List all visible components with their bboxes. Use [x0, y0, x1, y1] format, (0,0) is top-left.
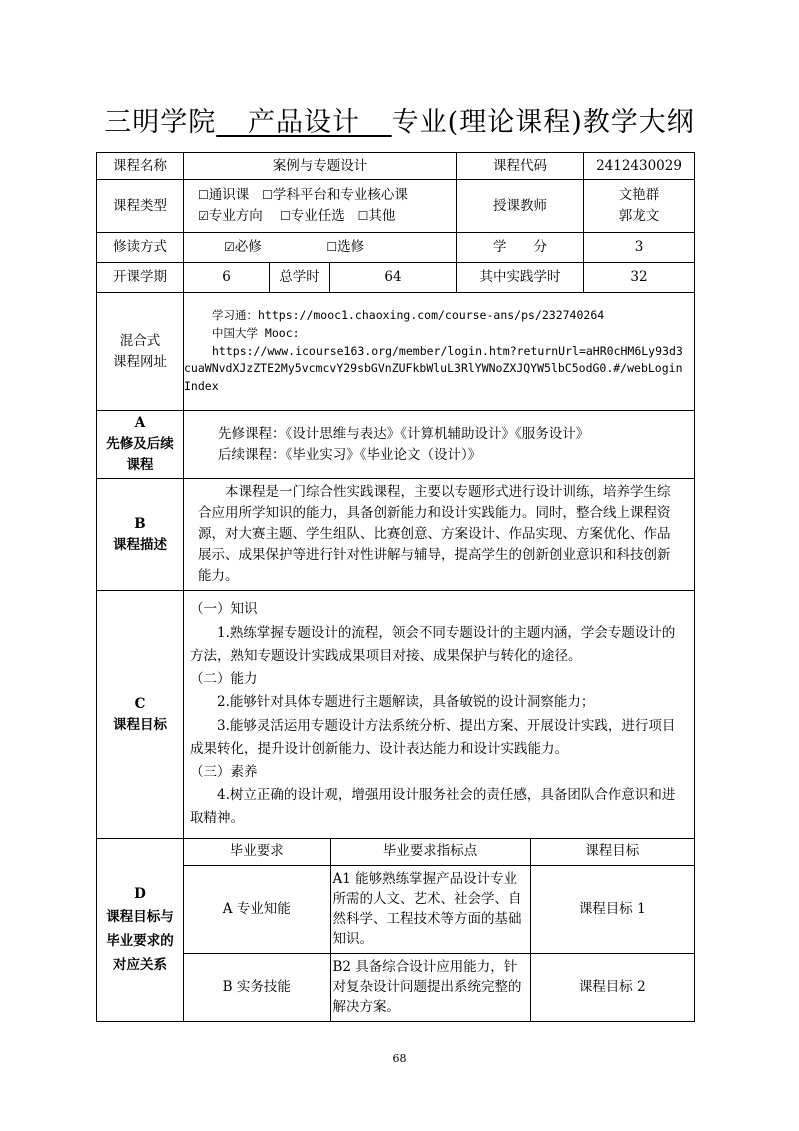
mapping-header-row [184, 839, 694, 865]
option-elective: ☐专业任选 [279, 208, 345, 224]
indicator-cell: B2 具备综合设计应用能力，针对复杂设计问题提出系统完整的解决方案。 [330, 953, 530, 1021]
semester-value: 6 [184, 263, 270, 293]
course-code-value: 2412430029 [584, 153, 695, 180]
url-content [184, 293, 695, 411]
header-requirement: 毕业要求 [184, 839, 330, 865]
requirement-cell: A 专业知能 [184, 865, 330, 953]
url-label: 混合式 课程网址 [97, 293, 184, 411]
header-indicator: 毕业要求指标点 [330, 839, 530, 865]
title-major: 产品设计 [247, 107, 360, 138]
knowledge-heading: （一）知识 [190, 601, 258, 618]
goal-1: 1.熟练掌握专题设计的流程，领会不同专题设计的主题内涵，学会专题设计的方法，熟知专题设计实践成果项目对接、成果保护与转化的途径。 [190, 624, 676, 664]
credit-label: 学 分 [457, 233, 584, 263]
table-row [184, 865, 694, 953]
goal-cell: 课程目标 2 [530, 953, 694, 1021]
syllabus-table [96, 152, 695, 1022]
icourse-url-1[interactable]: https://www.icourse163.org/member/login.htm?returnUrl=aHR0cHM6Ly93d3 [212, 343, 683, 358]
checkbox-icon: ☐ [279, 209, 291, 223]
section-b-label: B 课程描述 [97, 479, 184, 591]
option-general: ☐通识课 [198, 187, 250, 204]
section-c-label: C 课程目标 [97, 591, 184, 839]
table-row [184, 953, 694, 1021]
chaoxing-url[interactable]: 学习通：https://mooc1.chaoxing.com/course-ans/ps/232740264 [212, 307, 605, 322]
study-mode-options [184, 233, 457, 263]
course-name-label: 课程名称 [97, 153, 184, 180]
title-suffix: 专业(理论课程)教学大纲 [391, 107, 695, 138]
option-required: ☑必修 [224, 239, 262, 256]
checked-box-icon: ☑ [198, 209, 209, 223]
icourse-url-3[interactable]: Index [184, 379, 219, 394]
practice-hours-label: 其中实践学时 [457, 263, 584, 293]
goal-3: 3.能够灵活运用专题设计方法系统分析、提出方案、开展设计实践，进行项目成果转化，提升设计创新能力、设计表达能力和设计实践能力。 [190, 717, 676, 757]
quality-heading: （三）素养 [190, 763, 258, 780]
semester-row [97, 263, 695, 293]
course-description: 本课程是一门综合性实践课程，主要以专题形式进行设计训练，培养学生综合应用所学知识的能力，具备创新能力和设计实践能力。同时，整合线上课程资源，对大赛主题、学生组队、比赛创意、方案设计、作品实现、方案优化、作品展示、成果保护等进行针对性讲解与辅导，提高学生的创新创业意识和科技创新能力。 [198, 484, 671, 584]
section-b-content [184, 479, 695, 591]
checkbox-icon: ☐ [198, 188, 209, 203]
section-b-row [97, 479, 695, 591]
section-d-label: D 课程目标与 毕业要求的 对应关系 [97, 839, 184, 1022]
option-other: ☐其他 [357, 208, 396, 224]
course-name-row [97, 153, 695, 180]
requirement-cell: B 实务技能 [184, 953, 330, 1021]
teacher-2: 郭龙文 [618, 208, 660, 224]
section-c-content [184, 591, 695, 839]
option-core: ☐学科平台和专业核心课 [262, 187, 408, 204]
url-row [97, 293, 695, 411]
title-prefix: 三明学院 [104, 107, 217, 138]
header-goal: 课程目标 [530, 839, 694, 865]
checkbox-icon: ☐ [357, 209, 369, 223]
practice-hours-value: 32 [584, 263, 695, 293]
page-number: 68 [392, 1052, 407, 1065]
prereq-courses: 先修课程：《设计思维与表达》《计算机辅助设计》《服务设计》 [218, 425, 590, 442]
section-a-content [184, 411, 695, 479]
page-title [0, 100, 799, 139]
course-type-options [184, 180, 457, 233]
course-code-label: 课程代码 [457, 153, 584, 180]
course-type-label: 课程类型 [97, 180, 184, 233]
ability-heading: （二）能力 [190, 671, 258, 688]
option-optional: ☐选修 [326, 239, 365, 256]
checkbox-icon: ☐ [262, 188, 273, 203]
teacher-value [584, 180, 695, 233]
section-a-label: A 先修及后续 课程 [97, 411, 184, 479]
teacher-label: 授课教师 [457, 180, 584, 233]
total-hours-label: 总学时 [270, 263, 330, 293]
study-mode-label: 修读方式 [97, 233, 184, 263]
course-type-row [97, 180, 695, 233]
credit-value: 3 [584, 233, 695, 263]
goal-4: 4.树立正确的设计观，增强用设计服务社会的责任感，具备团队合作意识和进取精神。 [190, 787, 676, 827]
study-mode-row [97, 233, 695, 263]
mapping-cell [184, 839, 695, 1022]
section-a-row [97, 411, 695, 479]
icourse-url-2[interactable]: cuaWNvdXJzZTE2My5vcmcvY29sbGVnZUFkbWluL3RlYWNoZXJQYW5lbC5odG0.#/webLogin [184, 361, 683, 376]
indicator-cell: A1 能够熟练掌握产品设计专业所需的人文、艺术、社会学、自然科学、工程技术等方面的基础知识。 [330, 865, 530, 953]
section-c-row [97, 591, 695, 839]
checked-box-icon: ☑ [224, 240, 235, 255]
mapping-table [184, 839, 694, 1021]
total-hours-value: 64 [330, 263, 457, 293]
semester-label: 开课学期 [97, 263, 184, 293]
icourse-label: 中国大学 Mooc: [212, 325, 300, 340]
checkbox-icon: ☐ [326, 240, 338, 255]
goal-cell: 课程目标 1 [530, 865, 694, 953]
option-direction: ☑专业方向 [198, 208, 263, 224]
teacher-1: 文艳群 [618, 187, 660, 204]
goal-2: 2.能够针对具体专题进行主题解读，具备敏锐的设计洞察能力； [217, 694, 595, 711]
course-name-value: 案例与专题设计 [184, 153, 457, 180]
followup-courses: 后续课程：《毕业实习》《毕业论文（设计）》 [218, 446, 482, 463]
section-d-row [97, 839, 695, 1022]
